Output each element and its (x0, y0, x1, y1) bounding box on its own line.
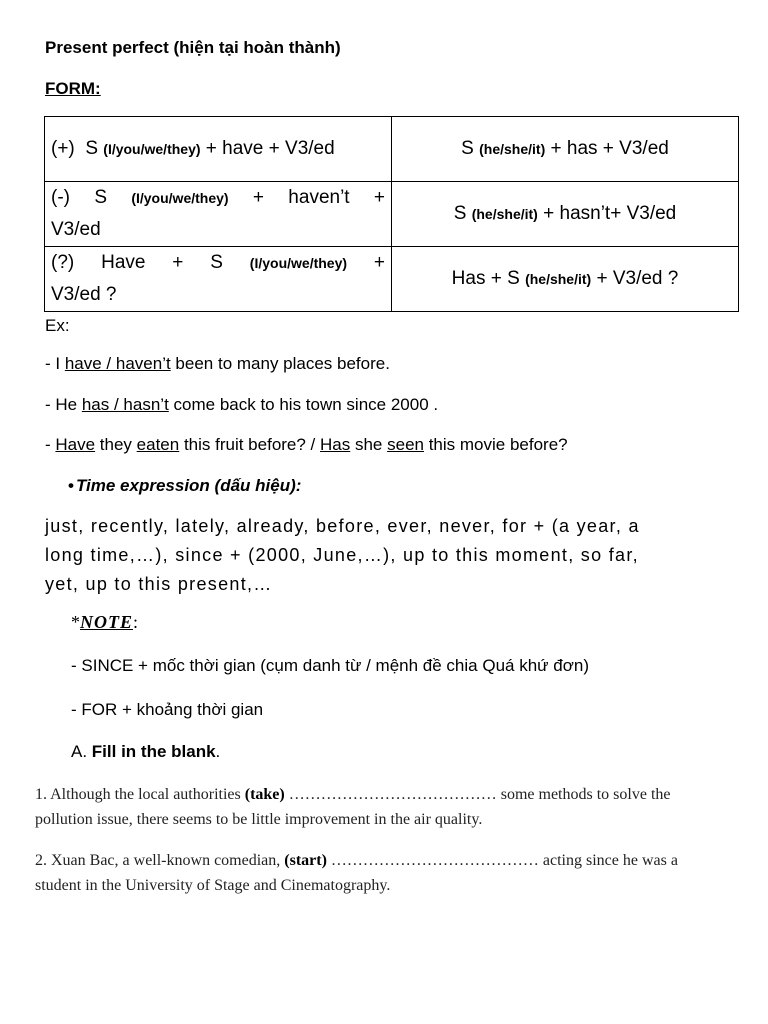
note-for: - FOR + khoảng thời gian (71, 700, 264, 719)
example-3: - Have they eaten this fruit before? / Has she seen this movie before? (45, 435, 568, 454)
table-row-question (45, 247, 739, 312)
cell-positive-singular: S (he/she/it) + has + V3/ed (392, 117, 739, 182)
form-label: FORM: (45, 79, 101, 98)
cell-question-singular: Has + S (he/she/it) + V3/ed ? (392, 247, 739, 312)
form-table (44, 116, 739, 312)
time-expression-heading: • Time expression (dấu hiệu): (68, 476, 302, 495)
time-expression-list: just, recently, lately, already, before, ever, never, for + (a year, a long time,…), since + (2000, June,…), up to this moment, so far, yet, up to this present,… (45, 516, 640, 594)
cell-question-plural: (?) Have + S (I/you/we/they) + V3/ed ? (45, 247, 392, 312)
example-2: - He has / hasn’t come back to his town since 2000 . (45, 395, 439, 414)
page-title: Present perfect (hiện tại hoàn thành) (45, 38, 341, 57)
table-row-positive (45, 117, 739, 182)
cell-negative-plural: (-) S (I/you/we/they) + haven’t + V3/ed (45, 182, 392, 247)
cell-positive-plural: (+) S (I/you/we/they) + have + V3/ed (45, 117, 392, 182)
question-1: 1. Although the local authorities (take) ………………………………… some methods to solve the pollution issue, there seems to be little improvement in the air quality. (35, 786, 671, 828)
section-a-heading: A. Fill in the blank. (71, 742, 221, 761)
examples-label: Ex: (45, 316, 70, 335)
question-2: 2. Xuan Bac, a well-known comedian, (start) ………………………………… acting since he was a student in the University of Stage and Cinematography. (35, 852, 678, 894)
table-row-negative (45, 182, 739, 247)
note-since: - SINCE + mốc thời gian (cụm danh từ / mệnh đề chia Quá khứ đơn) (71, 656, 589, 675)
cell-negative-singular: S (he/she/it) + hasn’t+ V3/ed (392, 182, 739, 247)
example-1: - I have / haven’t been to many places before. (45, 354, 390, 373)
bullet-icon: • (68, 476, 74, 495)
note-heading: *NOTE: (71, 612, 139, 632)
